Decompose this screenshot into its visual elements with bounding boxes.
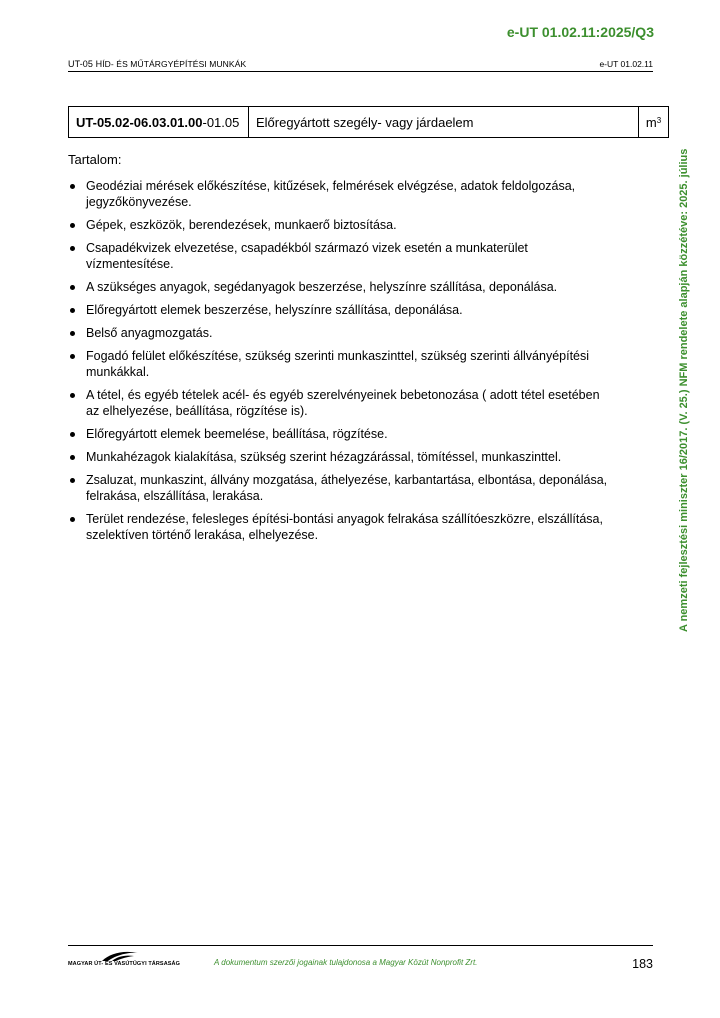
item-unit-cell bbox=[639, 107, 668, 137]
item-unit-base: m bbox=[645, 114, 657, 130]
list-item bbox=[68, 511, 608, 543]
society-logo-text: MAGYAR ÚT- ÉS VASÚTÜGYI TÁRSASÁG bbox=[68, 961, 180, 967]
item-code-cell bbox=[69, 107, 249, 137]
list-item-text: Geodéziai mérések előkészítése, kitűzések, felmérések elvégzése, adatok feldolgozása, jegyzőkönyvezése. bbox=[86, 179, 576, 209]
list-item-text: A tétel, és egyéb tételek acél- és egyéb szerelvényeinek bebetonozása ( adott tétel esetében az elhelyezése, beállítása, rögzítése is). bbox=[86, 388, 600, 418]
header-chapter-title bbox=[68, 59, 246, 69]
bullet-icon bbox=[70, 184, 75, 189]
list-item-text: Terület rendezése, felesleges építési-bontási anyagok felrakása szállítóeszközre, elszállítása, szelektíven történő lerakása, elhelyezése. bbox=[86, 512, 603, 542]
list-item-text: Fogadó felület előkészítése, szükség szerinti munkaszinttel, szükség szerinti állványépítési munkákkal. bbox=[86, 349, 590, 379]
page-number: 183 bbox=[632, 957, 653, 971]
list-item bbox=[68, 178, 608, 210]
list-item-text: Zsaluzat, munkaszint, állvány mozgatása, áthelyezése, karbantartása, elbontása, deponálása, felrakása, elszállítása, lerakása. bbox=[86, 473, 608, 503]
item-code-suffix: -01.05 bbox=[202, 114, 240, 130]
list-item-text: Csapadékvizek elvezetése, csapadékból származó vizek esetén a munkaterület vízmentesítése. bbox=[86, 241, 528, 271]
item-unit-exponent: 3 bbox=[656, 115, 662, 125]
copyright-notice: A dokumentum szerzői jogainak tulajdonosa a Magyar Közút Nonprofit Zrt. bbox=[214, 958, 478, 967]
bullet-icon bbox=[70, 432, 75, 437]
list-item bbox=[68, 348, 608, 380]
bullet-icon bbox=[70, 393, 75, 398]
item-name-cell: Előregyártott szegély- vagy járdaelem bbox=[249, 107, 639, 137]
list-item bbox=[68, 217, 608, 233]
bullet-icon bbox=[70, 455, 75, 460]
list-item-text: Munkahézagok kialakítása, szükség szerint hézagzárással, tömítéssel, munkaszinttel. bbox=[86, 450, 562, 464]
list-item bbox=[68, 240, 608, 272]
list-item-text: A szükséges anyagok, segédanyagok beszerzése, helyszínre szállítása, deponálása. bbox=[86, 280, 558, 294]
list-item bbox=[68, 472, 608, 504]
header-doc-ref: e-UT 01.02.11 bbox=[599, 59, 653, 69]
list-item-text: Előregyártott elemek beemelése, beállítása, rögzítése. bbox=[86, 427, 388, 441]
bullet-icon bbox=[70, 223, 75, 228]
item-table bbox=[68, 106, 669, 138]
bullet-icon bbox=[70, 478, 75, 483]
list-item-text: Előregyártott elemek beszerzése, helyszínre szállítása, deponálása. bbox=[86, 303, 463, 317]
header-chapter-rest: ÍD- ÉS MŰTÁRGYÉPÍTÉSI MUNKÁK bbox=[102, 59, 247, 69]
bullet-icon bbox=[70, 354, 75, 359]
bullet-icon bbox=[70, 331, 75, 336]
list-item bbox=[68, 426, 608, 442]
society-logo-icon bbox=[68, 947, 168, 971]
header-chapter-prefix: UT-05 H bbox=[68, 59, 103, 69]
document-code: e-UT 01.02.11:2025/Q3 bbox=[506, 24, 654, 40]
list-item bbox=[68, 279, 608, 295]
bullet-icon bbox=[70, 246, 75, 251]
footer-divider bbox=[68, 945, 653, 946]
item-code-main: UT-05.02-06.03.01.00 bbox=[76, 114, 203, 130]
list-item bbox=[68, 325, 608, 341]
content-bullet-list bbox=[68, 178, 608, 550]
publication-side-note: A nemzeti fejlesztési miniszter 16/2017. (V. 25.) NFM rendelete alapján közzétéve: 2025. július bbox=[678, 148, 690, 632]
header-divider bbox=[68, 71, 653, 72]
list-item bbox=[68, 302, 608, 318]
bullet-icon bbox=[70, 285, 75, 290]
list-item-text: Belső anyagmozgatás. bbox=[86, 326, 213, 340]
content-title: Tartalom: bbox=[68, 152, 122, 167]
list-item-text: Gépek, eszközök, berendezések, munkaerő biztosítása. bbox=[86, 218, 397, 232]
bullet-icon bbox=[70, 308, 75, 313]
bullet-icon bbox=[70, 517, 75, 522]
list-item bbox=[68, 387, 608, 419]
list-item bbox=[68, 449, 608, 465]
